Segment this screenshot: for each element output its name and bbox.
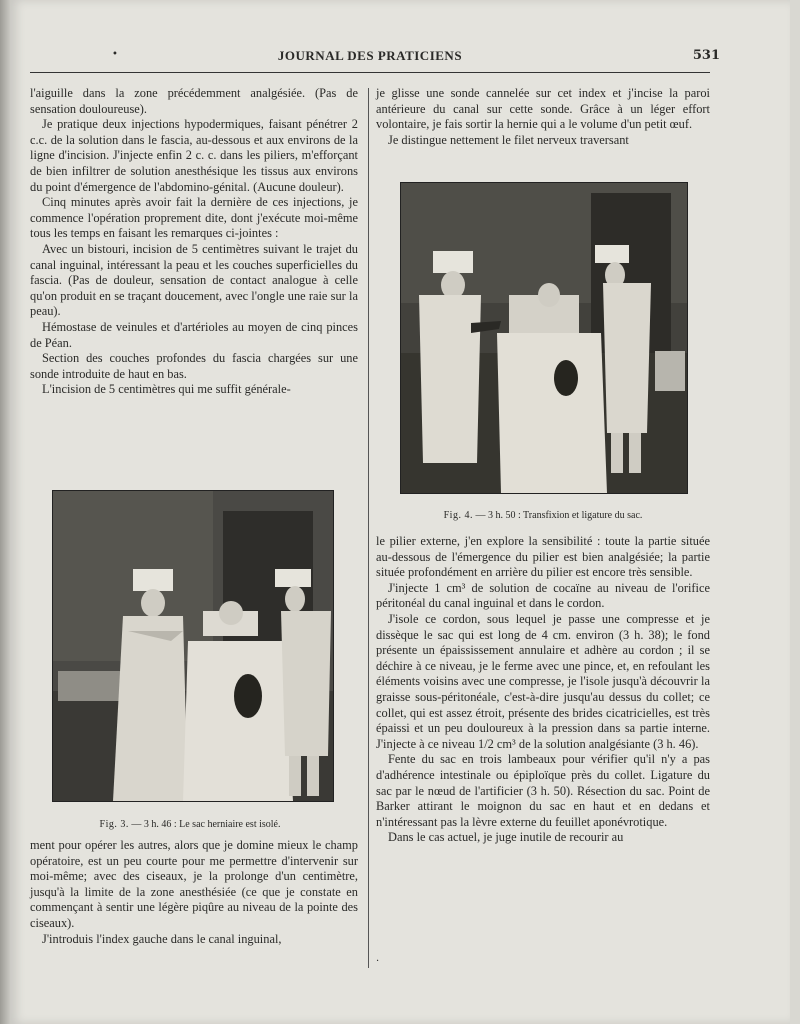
- paragraph: Section des couches profondes du fascia chargées sur une sonde introduite de haut en bas.: [30, 351, 358, 381]
- figure-3-photo: [52, 490, 334, 802]
- header-rule: [30, 72, 710, 73]
- figure-4-caption: [388, 510, 698, 521]
- paragraph: l'aiguille dans la zone précédemment analgésiée. (Pas de sensation douloureuse).: [30, 86, 358, 116]
- figure-3-caption: [40, 819, 340, 830]
- figure-4-photo: [400, 182, 688, 494]
- paragraph: Cinq minutes après avoir fait la dernière de ces injections, je commence l'opération proprement dite, dont j'exécute moi-même tous les temps en faisant les remarques ci-jointes :: [30, 195, 358, 241]
- figure-4-label: Fig. 4.: [443, 510, 473, 521]
- footer-mark: ·: [376, 956, 380, 967]
- column-right-top: [376, 86, 710, 148]
- page-header: [30, 47, 720, 69]
- paragraph: Je pratique deux injections hypodermiques, faisant pénétrer 2 c.c. de la solution dans le fascia, au-dessous et aux environs de la ligne d'incision. J'injecte enfin 2 c. c. dans les piliers, m'efforçant de bien infiltrer de solution anesthésique les tissus aux environs du point d'émergence de l'abdomino-génital. (Aucune douleur).: [30, 117, 358, 194]
- paragraph: Hémostase de veinules et d'artérioles au moyen de cinq pinces de Péan.: [30, 319, 358, 350]
- paragraph: ment pour opérer les autres, alors que je domine mieux le champ opératoire, est un peu courte pour me permettre d'intervenir sur moi-même; avec des ciseaux, je la prolonge d'un centimètre, jusqu'à la limite de la zone anesthésiée (ce que je constate en commençant à sentir une légère piqûre au niveau de la pointe des ciseaux).: [30, 838, 358, 930]
- header-dot: •: [112, 49, 118, 60]
- paragraph: J'injecte 1 cm³ de solution de cocaïne au niveau de l'orifice péritonéal du canal inguinal et dans le cordon.: [376, 580, 710, 611]
- paragraph: le pilier externe, j'en explore la sensibilité : toute la partie située au-dessous de l'émergence du pilier est bien analgésiée; la partie située profondément en arrière du pilier est encore très sensible.: [376, 534, 710, 580]
- journal-title: JOURNAL DES PRATICIENS: [277, 48, 463, 63]
- paragraph: L'incision de 5 centimètres qui me suffit générale-: [42, 382, 291, 397]
- page-number: 531: [692, 48, 720, 63]
- paragraph: Avec un bistouri, incision de 5 centimètres suivant le trajet du canal inguinal, intéressant la peau et les couches superficielles du fascia. (Pas de douleur, sensation de contact analogue à celle qu'on produit en se traçant doucement, avec l'ongle une raie sur la peau).: [30, 241, 358, 319]
- operating-room-photo-4: [401, 183, 687, 493]
- paragraph: je glisse une sonde cannelée sur cet index et j'incise la paroi antérieure du canal sur cette sonde. Grâce à un léger effort volontaire, je fais sortir la hernie qui a le volume d'un petit œuf.: [376, 86, 710, 132]
- column-right-bottom: [376, 534, 710, 846]
- paragraph: Dans le cas actuel, je juge inutile de recourir au: [388, 830, 624, 845]
- paragraph: J'isole ce cordon, sous lequel je passe une compresse et je dissèque le sac qui est long de 4 cm. environ (3 h. 38); le fond présente un épaississement annulaire et adhère au cordon ; il se déchire à ce niveau, je le ferme avec une pince, et, en refoulant les éléments voisins avec une compresse, je l'isole jusqu'à découvrir la graisse sous-péritonéale, c'est-à-dire jusqu'au dessus du collet; ce collet, qui est assez étroit, présente des brides cicatricielles, est très épaissi et un peu douloureux à la pression dans sa partie interne. J'injecte à ce niveau 1/2 cm³ de la solution analgésiante (3 h. 46).: [376, 611, 710, 751]
- paragraph: J'introduis l'index gauche dans le canal inguinal,: [42, 931, 282, 946]
- figure-3-label: Fig. 3.: [99, 819, 129, 830]
- paragraph: Je distingue nettement le filet nerveux traversant: [388, 132, 629, 147]
- figure-3-caption-text: — 3 h. 46 : Le sac herniaire est isolé.: [131, 819, 281, 830]
- operating-room-photo-3: [53, 491, 333, 801]
- column-left-top: [30, 86, 358, 398]
- figure-4-caption-text: — 3 h. 50 : Transfixion et ligature du sac.: [475, 510, 643, 521]
- column-left-bottom: [30, 838, 358, 947]
- column-divider: [368, 88, 369, 968]
- paragraph: Fente du sac en trois lambeaux pour vérifier qu'il n'y a pas d'adhérence intestinale ou épiploïque près du collet. Ligature du sac par le nœud de l'artificier (3 h. 50). Résection du sac. Point de Barker attirant le moignon du sac en haut et en dedans et n'intéressant pas la lèvre externe du feuillet aponévrotique.: [376, 752, 710, 829]
- page-binding: [0, 0, 10, 1024]
